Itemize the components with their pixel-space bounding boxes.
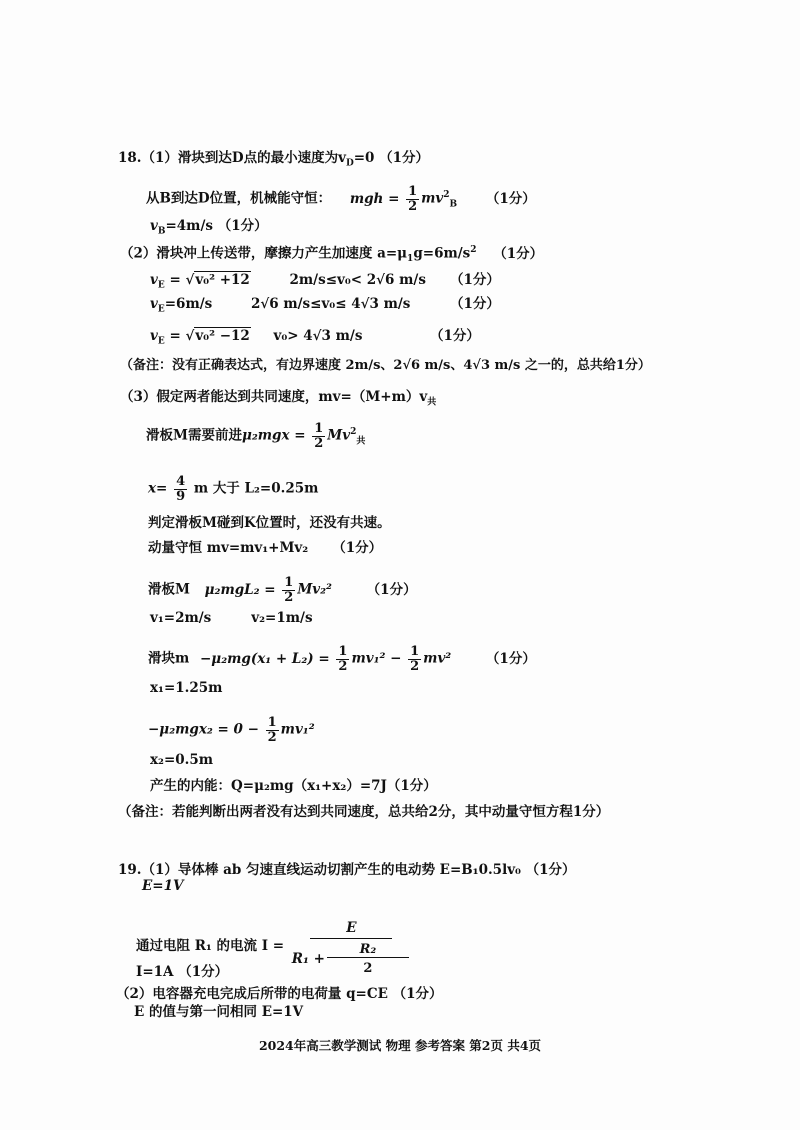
q18-momentum-conservation: 动量守恒 mv=mv₁+Mv₂ （1分） <box>148 540 383 556</box>
q18-part1-heading: 18.（1）滑块到达D点的最小速度为$v_D=0$ （1分） <box>118 150 430 169</box>
q19-emf-result: E=1V <box>142 878 184 894</box>
q18-internal-energy: 产生的内能：Q=μ₂mg（x₁+x₂）=7J（1分） <box>150 778 437 794</box>
q18-judgement: 判定滑板M碰到K位置时，还没有共速。 <box>148 515 391 531</box>
q18-case1: $v_E = √v_0^2 +12$ 2m/s≤v₀< 2√6 m/s （1分） <box>150 272 500 291</box>
q19-current-eq: 通过电阻 R₁ 的电流 I = E R₁ + $\frac{\text{R₂}}{2}$ <box>136 918 414 975</box>
q19-part2-note: E 的值与第一问相同 E=1V <box>134 1004 304 1020</box>
q19-part1-heading: 19.（1）导体棒 ab 匀速直线运动切割产生的电动势 E=B₁0.5lv₀ （1分） <box>118 862 576 878</box>
q18-x1-result: x₁=1.25m <box>150 680 223 696</box>
q18-x-result: x= $\frac{4}{9}$ m 大于 L₂=0.25m <box>148 474 319 504</box>
q18-case2: $v_E=6m/s$ 2√6 m/s≤v₀≤ 4√3 m/s （1分） <box>150 296 500 315</box>
q18-x2-result: x₂=0.5m <box>150 752 214 768</box>
q19-current-result: I=1A （1分） <box>136 964 229 980</box>
q18-part3-note: （备注：若能判断出两者没有达到共同速度，总共给2分，其中动量守恒方程1分） <box>118 804 610 820</box>
q18-part2-heading: （2）滑块冲上传送带，摩擦力产生加速度 $a=\mu_1g=6m/s^2$ （1分） <box>120 245 544 265</box>
q19-part2-heading: （2）电容器充电完成后所带的电荷量 q=CE （1分） <box>116 986 443 1002</box>
q18-vb-result: $v_B=4m/s$ （1分） <box>150 218 268 237</box>
q18-slider-energy-eq: 滑块m −μ₂mg(x₁ + L₂) = $\frac{1}{2}$ mv₁² − $\frac{1}{2}$ mv² （1分） <box>148 644 536 674</box>
q18-board-displacement-eq: 滑板M需要前进μ₂mgx = $\frac{1}{2}$ $Mv^2_共$ <box>146 421 366 451</box>
q18-board-energy-eq: 滑板M μ₂mgL₂ = $\frac{1}{2}$ Mv₂² （1分） <box>148 575 417 605</box>
q18-x2-eq: −μ₂mgx₂ = 0 − $\frac{1}{2}$ mv₁² <box>148 715 315 745</box>
q18-energy-conservation: 从B到达D位置，机械能守恒： mgh = $\frac{1}{2}$ $mv^2_B$ （1分） <box>146 184 536 214</box>
page-footer: 2024年高三教学测试 物理 参考答案 第2页 共4页 <box>258 1038 542 1053</box>
q18-velocities: v₁=2m/s v₂=1m/s <box>150 610 313 626</box>
q18-case3: $v_E = √v_0^2 -12$ v₀> 4√3 m/s （1分） <box>150 328 480 347</box>
q18-part3-heading: （3）假定两者能达到共同速度，$mv=(M+m)v_共$ <box>120 389 437 408</box>
q18-part2-note: （备注：没有正确表达式，有边界速度 2m/s、2√6 m/s、4√3 m/s 之一的，总共给1分） <box>120 358 651 373</box>
